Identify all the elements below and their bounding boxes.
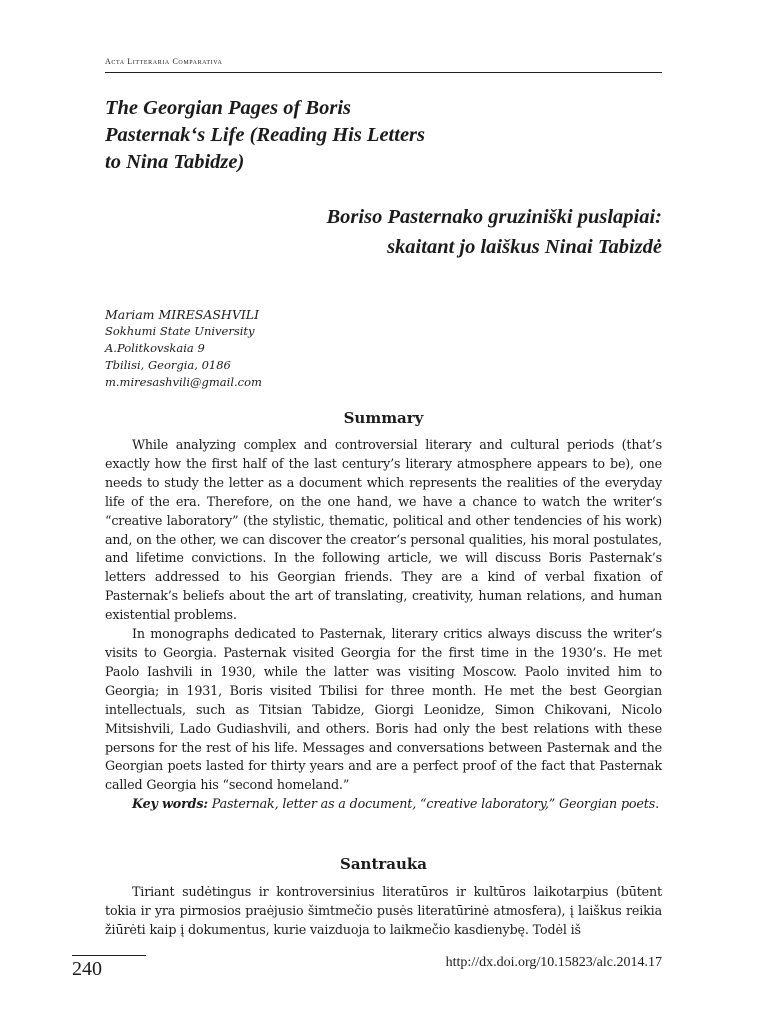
- author-street-address: A.Politkovskaia 9: [105, 341, 205, 355]
- summary-paragraph-2: In monographs dedicated to Pasternak, literary critics always discuss the writer’s visits to Georgia. Pasternak visited Georgia for the first time in the 1930’s. He met Paolo Iashvili in 1930, while the latter was visiting Moscow. Paolo invited him to Georgia; in 1931, Boris visited Tbilisi for three month. He met the best Georgian intellectuals, such as Titsian Tabidze, Giorgi Leonidze, Simon Chikovani, Nicolo Mitsishvili, Lado Gudiashvili, and others. Boris had only the best relations with these persons for the rest of his life. Messages and conversations between Pasternak and the Georgian poets lasted for thirty years and are a perfect proof of the fact that Pasternak called Georgia his “second homeland.”: [105, 626, 662, 793]
- author-name: Mariam MIRESASHVILI: [105, 307, 260, 322]
- author-email: m.miresashvili@gmail.com: [105, 375, 262, 389]
- keywords-label: Key words:: [132, 796, 208, 812]
- page-number: 240: [72, 958, 102, 980]
- santrauka-paragraph-1: Tiriant sudėtingus ir kontroversinius literatūros ir kultūros laikotarpius (būtent tokia ir yra pirmosios praėjusio šimtmečio pusės literatūrinė atmosfera), į laiškus reikia žiūrėti kaip į dokumentus, kurie vaizduoja to laikmečio kasdienybę. Todėl iš: [105, 884, 662, 937]
- summary-body: [105, 436, 662, 814]
- footer-rule: [72, 955, 146, 956]
- summary-heading: Summary: [343, 409, 424, 427]
- header-rule: [105, 72, 662, 73]
- running-head: Acta Litteraria Comparativa: [105, 57, 223, 66]
- article-title-lithuanian: Boriso Pasternako gruziniški puslapiai: skaitant jo laiškus Ninai Tabizdė: [326, 206, 662, 258]
- author-city-address: Tbilisi, Georgia, 0186: [105, 358, 231, 372]
- keywords-text: Pasternak, letter as a document, “creative laboratory,” Georgian poets: [211, 796, 656, 812]
- author-block: [105, 306, 262, 391]
- santrauka-heading: Santrauka: [339, 855, 428, 873]
- santrauka-body: [105, 883, 662, 940]
- article-title-english: The Georgian Pages of Boris Pasternak‘s Life (Reading His Letters to Nina Tabidze): [105, 97, 426, 173]
- keywords-end: .: [655, 796, 659, 812]
- keywords-line: [105, 795, 662, 814]
- author-institution: Sokhumi State University: [105, 324, 255, 338]
- summary-paragraph-1: While analyzing complex and controversial literary and cultural periods (that’s exactly how the first half of the last century’s literary atmosphere appears to be), one needs to study the letter as a document which represents the realities of the everyday life of the era. Therefore, on the one hand, we have a chance to watch the writer‘s “creative laboratory” (the stylistic, thematic, political and other tendencies of his work) and, on the other, we can discover the creator‘s personal qualities, his moral postulates, and lifetime convictions. In the following article, we will discuss Boris Pasternak’s letters addressed to his Georgian friends. They are a kind of verbal fixation of Pasternak’s beliefs about the art of translating, creativity, human relations, and human existential problems.: [105, 437, 662, 623]
- doi-link[interactable]: http://dx.doi.org/10.15823/alc.2014.17: [445, 955, 662, 970]
